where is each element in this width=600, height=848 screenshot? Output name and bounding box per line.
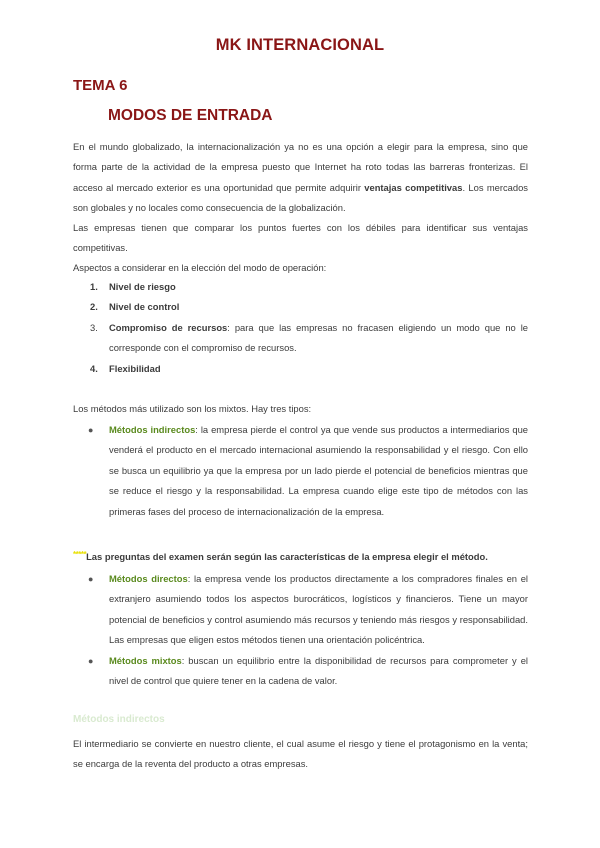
list-number: 1.	[90, 281, 98, 292]
aspect-label: Flexibilidad	[109, 362, 161, 374]
list-number: 4.	[90, 362, 98, 374]
chapter-subtitle: MODOS DE ENTRADA	[108, 107, 273, 124]
paragraph-methods-intro: Los métodos más utilizado son los mixtos. Hay tres tipos:	[73, 403, 312, 414]
paragraph-aspectos: Aspectos a considerar en la elección del modo de operación:	[73, 262, 327, 273]
list-item	[73, 318, 528, 359]
bullet-icon: ●	[88, 574, 94, 584]
intro-paragraph	[73, 137, 528, 219]
list-number: 3.	[90, 321, 98, 333]
paragraph-ventajas: Las empresas tienen que comparar los puntos fuertes con los débiles para identificar sus ventajas competitivas.	[73, 222, 528, 254]
note-text: Las preguntas del examen serán según las características de la empresa elegir el método.	[86, 551, 488, 562]
section-paragraph: El intermediario se convierte en nuestro cliente, el cual asume el riesgo y tiene el protagonismo en la venta; se encarga de la reventa del producto a otras empresas.	[73, 738, 528, 770]
aspect-label: Nivel de control	[109, 301, 180, 313]
chapter-heading: TEMA 6	[73, 77, 128, 94]
bullet-icon: ●	[88, 655, 94, 666]
intro-text-b: . Los mercados son globales y no locales como consecuencia de la globalización.	[73, 181, 528, 214]
method-label: Métodos mixtos	[109, 654, 182, 666]
list-item	[73, 277, 528, 297]
list-item	[73, 651, 528, 692]
bullet-icon: ●	[88, 425, 94, 435]
list-item	[73, 569, 528, 651]
section-heading: Métodos indirectos	[73, 714, 165, 725]
list-item	[73, 420, 528, 522]
method-label: Métodos indirectos	[109, 424, 196, 435]
aspect-label: Nivel de riesgo	[109, 281, 176, 292]
method-label: Métodos directos	[109, 573, 188, 584]
method-text: : la empresa pierde el control ya que vende sus productos a intermediarios que venderá el producto en el mercado internacional asumiendo la responsabilidad y el riesgo. Con ello se busca un equilibrio ya que la empresa por un lado pierde el potencial de beneficios mientras que se reduce el riesgo y la responsabilidad. La empresa cuando elige este tipo de métodos con las primeras fases del proceso de internacionalización de la empresa.	[109, 424, 528, 517]
list-number: 2.	[90, 301, 98, 313]
document-title: MK INTERNACIONAL	[215, 36, 385, 54]
stars-marker: *****	[73, 550, 87, 559]
intro-bold-term: ventajas competitivas	[364, 181, 463, 193]
aspect-text: : para que las empresas no fracasen eligiendo un modo que no le corresponde con el compromiso de recursos.	[109, 321, 528, 354]
exam-note	[73, 545, 533, 567]
aspect-label: Compromiso de recursos	[109, 321, 228, 333]
aspects-list	[73, 277, 528, 379]
methods-list	[73, 569, 528, 691]
list-item	[73, 297, 528, 317]
method-text: : la empresa vende los productos directamente a los compradores finales en el extranjero asumiendo todos los aspectos burocráticos, logísticos y financieros. Tiene un mayor potencial de beneficios y control asumiendo más recursos y teniendo más riesgos y responsabilidad. Las empresas que eligen estos métodos tienen una orientación policéntrica.	[109, 573, 528, 646]
intro-text-a: En el mundo globalizado, la internacionalización ya no es una opción a elegir para la empresa, sino que forma parte de la actividad de la empresa puesto que Internet ha roto todas las barreras fronterizas. El acceso al mercado exterior es una oportunidad que permite adquirir	[73, 141, 528, 193]
list-item	[73, 359, 528, 379]
method-text: : buscan un equilibrio entre la disponibilidad de recursos para comprometer y el nivel de control que quiere tener en la cadena de valor.	[109, 654, 528, 687]
methods-list-indirect	[73, 420, 528, 522]
